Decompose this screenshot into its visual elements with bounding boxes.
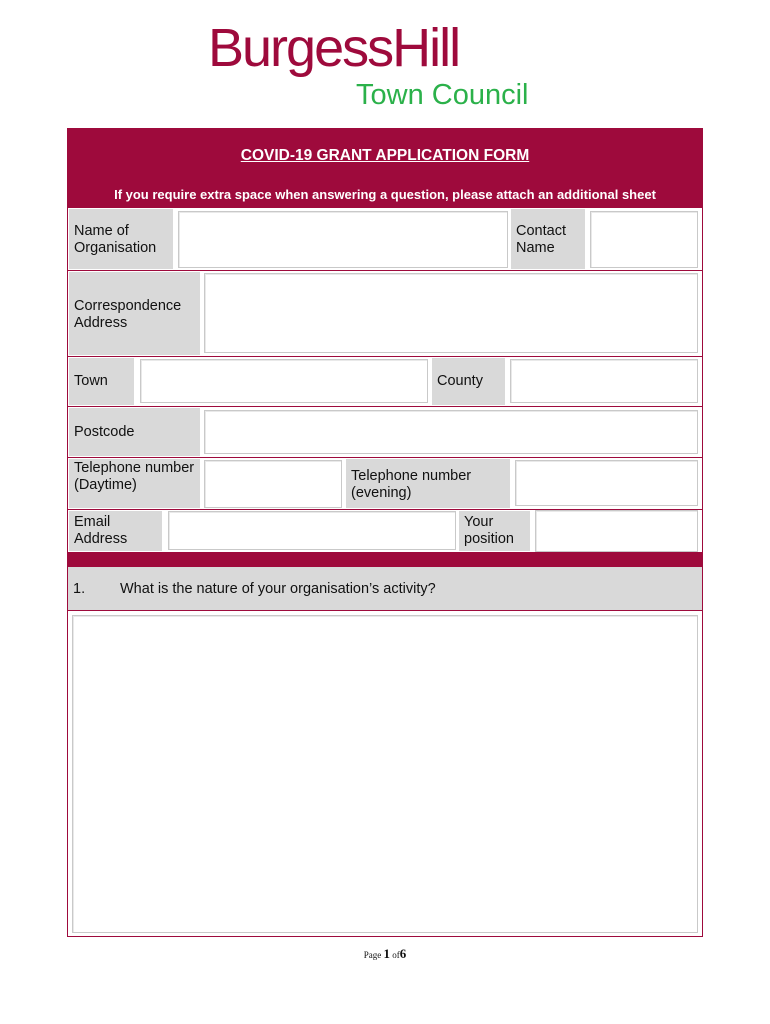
telephone-daytime-field[interactable] bbox=[204, 460, 342, 508]
correspondence-address-field[interactable] bbox=[204, 273, 698, 353]
row-divider bbox=[68, 610, 702, 611]
name-of-organisation-field[interactable] bbox=[178, 211, 508, 268]
question-1-header bbox=[68, 567, 702, 610]
form-title: COVID-19 GRANT APPLICATION FORM bbox=[240, 147, 530, 164]
page-word: Page bbox=[363, 950, 382, 960]
label-postcode: Postcode bbox=[68, 407, 201, 457]
postcode-field[interactable] bbox=[204, 410, 698, 454]
page-number bbox=[0, 946, 770, 962]
question-1-answer-field[interactable] bbox=[72, 615, 698, 933]
label-name-of-organisation: Name of Organisation bbox=[68, 208, 174, 270]
your-position-field[interactable] bbox=[535, 510, 698, 552]
question-1-text: What is the nature of your organisation’s activity? bbox=[120, 581, 436, 597]
label-telephone-evening: Telephone number (evening) bbox=[345, 458, 511, 509]
burgess-hill-logo bbox=[208, 18, 568, 113]
logo-wordmark: BurgessHill bbox=[208, 18, 460, 78]
town-field[interactable] bbox=[140, 359, 428, 403]
label-your-position: Your position bbox=[458, 510, 531, 552]
label-county: County bbox=[431, 357, 506, 406]
label-telephone-daytime: Telephone number (Daytime) bbox=[68, 458, 201, 509]
telephone-evening-field[interactable] bbox=[515, 460, 698, 506]
of-word: of bbox=[392, 950, 400, 960]
application-form bbox=[67, 128, 703, 937]
form-instructions: If you require extra space when answering a question, please attach an additional sheet bbox=[114, 187, 656, 202]
current-page: 1 bbox=[383, 946, 390, 961]
label-town: Town bbox=[68, 357, 135, 406]
row-divider bbox=[68, 356, 702, 357]
label-email-address: Email Address bbox=[68, 510, 163, 552]
logo-subtitle: Town Council bbox=[356, 79, 529, 111]
question-1-number: 1. bbox=[73, 581, 86, 597]
email-address-field[interactable] bbox=[168, 511, 456, 550]
county-field[interactable] bbox=[510, 359, 698, 403]
total-pages: 6 bbox=[399, 946, 407, 961]
section-separator bbox=[68, 552, 702, 567]
form-header bbox=[68, 129, 702, 208]
label-correspondence-address: Correspondence Address bbox=[68, 271, 201, 356]
contact-name-field[interactable] bbox=[590, 211, 698, 268]
label-contact-name: Contact Name bbox=[510, 208, 586, 270]
